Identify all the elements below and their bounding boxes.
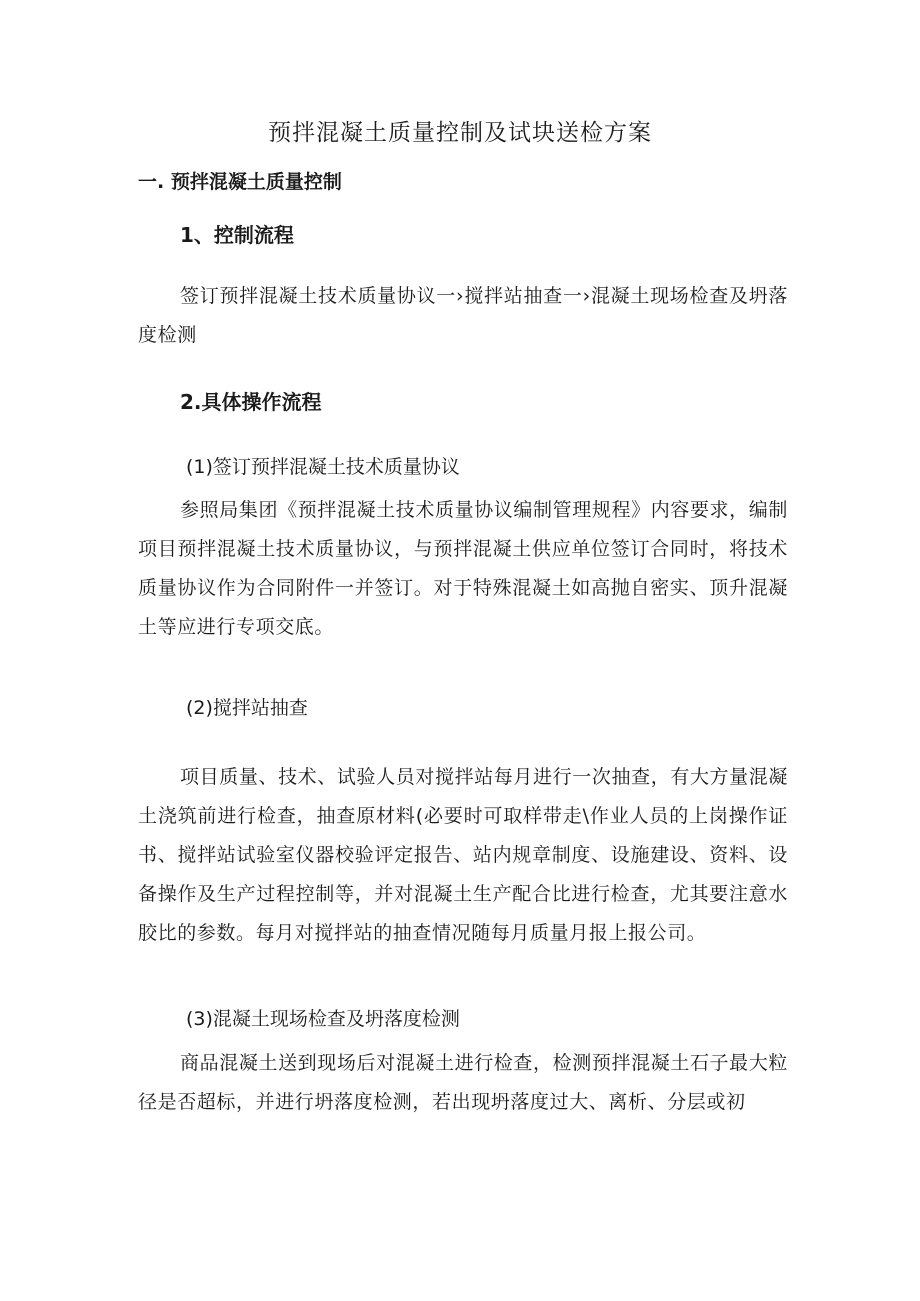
item1-paragraph: 参照局集团《预拌混凝土技术质量协议编制管理规程》内容要求，编制项目预拌混凝土技术质量协议，与预拌混凝土供应单位签订合同时，将技术质量协议作为合同附件一并签订。对于特殊混凝土如高抛自密实、顶升混凝土等应进行专项交底。 (138, 499, 788, 638)
sub2-heading: 2.具体操作流程 (180, 390, 322, 414)
item1-heading: (1)签订预拌混凝土技术质量协议 (186, 456, 460, 478)
item3-heading: (3)混凝土现场检查及坍落度检测 (186, 1008, 460, 1030)
item2-heading: (2)搅拌站抽查 (186, 697, 308, 719)
section1-heading: 一. 预拌混凝土质量控制 (138, 171, 342, 193)
document-title: 预拌混凝土质量控制及试块送检方案 (268, 120, 652, 146)
item2-paragraph: 项目质量、技术、试验人员对搅拌站每月进行一次抽查，有大方量混凝土浇筑前进行检查，抽查原材料(必要时可取样带走\作业人员的上岗操作证书、搅拌站试验室仪器校验评定报告、站内规章制度、设施建设、资料、设备操作及生产过程控制等，并对混凝土生产配合比进行检查，尤其要注意水胶比的参数。每月对搅拌站的抽查情况随每月质量月报上报公司。 (138, 766, 788, 944)
sub1-paragraph: 签订预拌混凝土技术质量协议一›搅拌站抽查一›混凝土现场检查及坍落度检测 (138, 285, 788, 346)
sub1-heading: 1、控制流程 (180, 223, 294, 247)
item3-paragraph: 商品混凝土送到现场后对混凝土进行检查，检测预拌混凝土石子最大粒径是否超标，并进行坍落度检测，若出现坍落度过大、离析、分层或初 (138, 1052, 788, 1113)
